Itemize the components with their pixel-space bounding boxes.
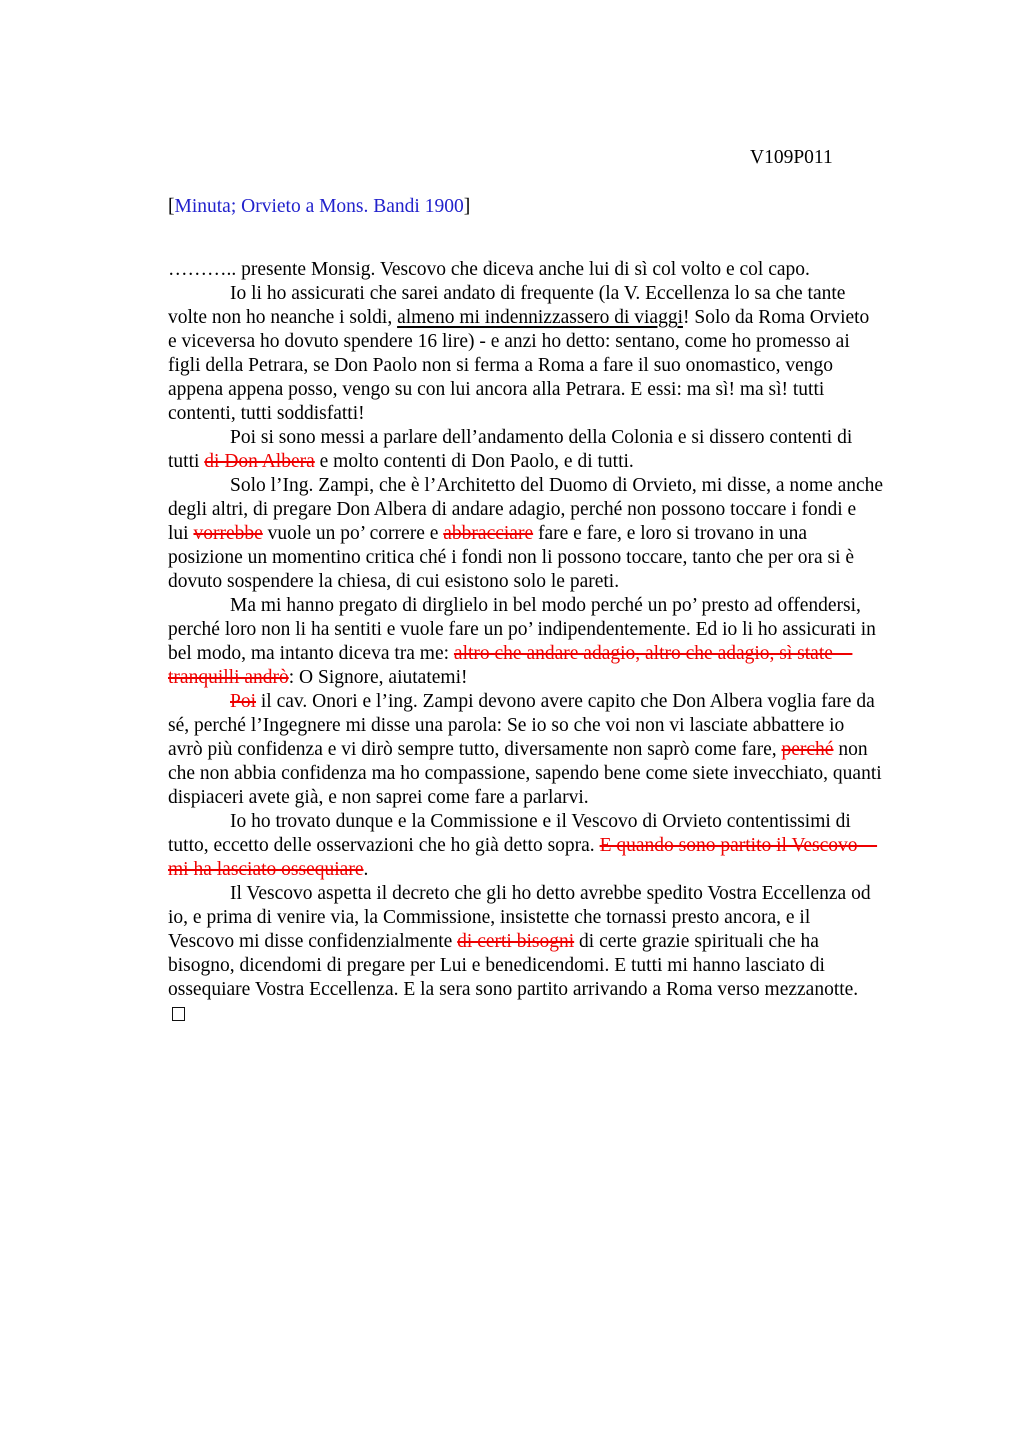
text-line: [168, 378, 968, 402]
text-segment: volte non ho neanche i soldi,: [168, 307, 398, 328]
text-line: [168, 402, 968, 426]
text-line: [168, 714, 968, 738]
text-segment: perché loro non li ha sentiti e vuole fare un po’ indipendentemente. Ed io li ho assicurati in: [168, 619, 876, 640]
text-segment: che non abbia confidenza ma ho compassione, sapendo bene come siete invecchiato, quanti: [168, 763, 882, 784]
text-segment: dispiaceri avete già, e non saprei come fare a parlarvi.: [168, 787, 589, 808]
text-segment: lui: [168, 523, 194, 544]
text-segment: posizione un momentino critica ché i fondi non li possono toccare, tanto che per ora si è: [168, 547, 855, 568]
text-segment: vuole un po’ correre e: [262, 523, 444, 544]
text-line: [168, 834, 968, 858]
text-segment: Il Vescovo aspetta il decreto che gli ho detto avrebbe spedito Vostra Eccellenza od: [230, 883, 871, 904]
text-segment: figli della Petrara, se Don Paolo non si ferma a Roma a fare il suo onomastico, vengo: [168, 355, 833, 376]
text-line: [168, 498, 968, 522]
text-segment: tutto, eccetto delle osservazioni che ho già detto sopra.: [168, 835, 600, 856]
red-strikethrough-segment: di Don Albera: [204, 451, 315, 472]
text-line: [168, 762, 968, 786]
text-segment: appena appena posso, vengo su con lui ancora alla Petrara. E essi: ma sì! ma sì! tutti: [168, 379, 825, 400]
text-line: [168, 690, 968, 714]
text-segment: non: [833, 739, 868, 760]
text-line: [168, 282, 968, 306]
text-segment: di certe grazie spirituali che ha: [574, 931, 819, 952]
text-line: [168, 642, 968, 666]
underlined-segment: almeno mi indennizzassero di viaggi: [397, 307, 683, 328]
text-segment: e viceversa ho dovuto spendere 16 lire) - e anzi ho detto: sentano, come ho promesso ai: [168, 331, 850, 352]
text-segment: Vescovo mi disse confidenzialmente: [168, 931, 458, 952]
text-line: [168, 474, 968, 498]
text-segment: : O Signore, aiutatemi!: [288, 667, 468, 688]
text-segment: avrò più confidenza e vi dirò sempre tutto, diversamente non saprò come fare,: [168, 739, 782, 760]
text-segment: ! Solo da Roma Orvieto: [683, 307, 870, 328]
bracket-open: [: [168, 196, 175, 217]
red-strikethrough-segment: tranquilli andrò: [168, 667, 289, 688]
doc-reference: V109P011: [750, 147, 833, 168]
bracket-close: ]: [463, 196, 471, 217]
text-segment: il cav. Onori e l’ing. Zampi devono avere capito che Don Albera voglia fare da: [256, 691, 875, 712]
text-segment: ossequiare Vostra Eccellenza. E la sera sono partito arrivando a Roma verso mezzanotte.: [168, 979, 859, 1000]
text-line: [168, 978, 968, 1002]
text-segment: dovuto sospendere la chiesa, di cui esistono solo le pareti.: [168, 571, 620, 592]
red-strikethrough-segment: di certi bisogni: [457, 931, 575, 952]
text-segment: bel modo, ma intanto diceva tra me:: [168, 643, 454, 664]
red-strikethrough-segment: vorrebbe: [193, 523, 263, 544]
text-line: [168, 546, 968, 570]
text-line: [168, 330, 968, 354]
text-line: [168, 306, 968, 330]
text-line: [168, 618, 968, 642]
text-segment: degli altri, di pregare Don Albera di andare adagio, perché non possono toccare i fondi e: [168, 499, 857, 520]
red-strikethrough-segment: altro che andare adagio, altro che adagio, sì state: [453, 643, 853, 664]
text-line: [168, 666, 968, 690]
text-line: [168, 810, 968, 834]
text-segment: Solo l’Ing. Zampi, che è l’Architetto del Duomo di Orvieto, mi disse, a nome anche: [230, 475, 884, 496]
text-line: [168, 594, 968, 618]
text-segment: .: [363, 859, 369, 880]
text-segment: fare e fare, e loro si trovano in una: [533, 523, 808, 544]
text-segment: Io li ho assicurati che sarei andato di frequente (la V. Eccellenza lo sa che tante: [230, 283, 846, 304]
red-strikethrough-segment: abbracciare: [443, 523, 534, 544]
text-line: [168, 258, 968, 282]
text-line: [168, 738, 968, 762]
text-line: [168, 906, 968, 930]
text-segment: sé, perché l’Ingegnere mi disse una parola: Se io so che voi non vi lasciate abbattere io: [168, 715, 845, 736]
text-line: [168, 570, 968, 594]
red-strikethrough-segment: perché: [781, 739, 834, 760]
text-segment: e molto contenti di Don Paolo, e di tutti.: [314, 451, 634, 472]
empty-square-icon: [172, 1007, 185, 1021]
text-segment: contenti, tutti soddisfatti!: [168, 403, 365, 424]
header-title: Minuta; Orvieto a Mons. Bandi 1900: [174, 196, 464, 217]
text-segment: ……….. presente Monsig. Vescovo che diceva anche lui di sì col volto e col capo.: [168, 259, 810, 280]
text-line: [168, 354, 968, 378]
document-header: [168, 195, 470, 219]
text-line: [168, 522, 968, 546]
text-segment: io, e prima di venire via, la Commissione, insistette che tornassi presto ancora, e il: [168, 907, 811, 928]
document-body: [168, 258, 968, 1002]
text-segment: bisogno, dicendomi di pregare per Lui e benedicendomi. E tutti mi hanno lasciato di: [168, 955, 825, 976]
end-mark-line: [172, 1007, 185, 1026]
text-line: [168, 858, 968, 882]
text-line: [168, 882, 968, 906]
text-line: [168, 450, 968, 474]
text-line: [168, 426, 968, 450]
text-line: [168, 954, 968, 978]
text-segment: tutti: [168, 451, 205, 472]
text-segment: Poi si sono messi a parlare dell’andamento della Colonia e si dissero contenti di: [230, 427, 853, 448]
text-segment: Ma mi hanno pregato di dirglielo in bel modo perché un po’ presto ad offendersi,: [230, 595, 861, 616]
red-strikethrough-segment: mi ha lasciato ossequiare: [168, 859, 364, 880]
text-line: [168, 786, 968, 810]
red-strikethrough-segment: Poi: [230, 691, 257, 712]
red-strikethrough-segment: E quando sono partito il Vescovo: [599, 835, 878, 856]
text-segment: Io ho trovato dunque e la Commissione e il Vescovo di Orvieto contentissimi di: [230, 811, 851, 832]
text-line: [168, 930, 968, 954]
